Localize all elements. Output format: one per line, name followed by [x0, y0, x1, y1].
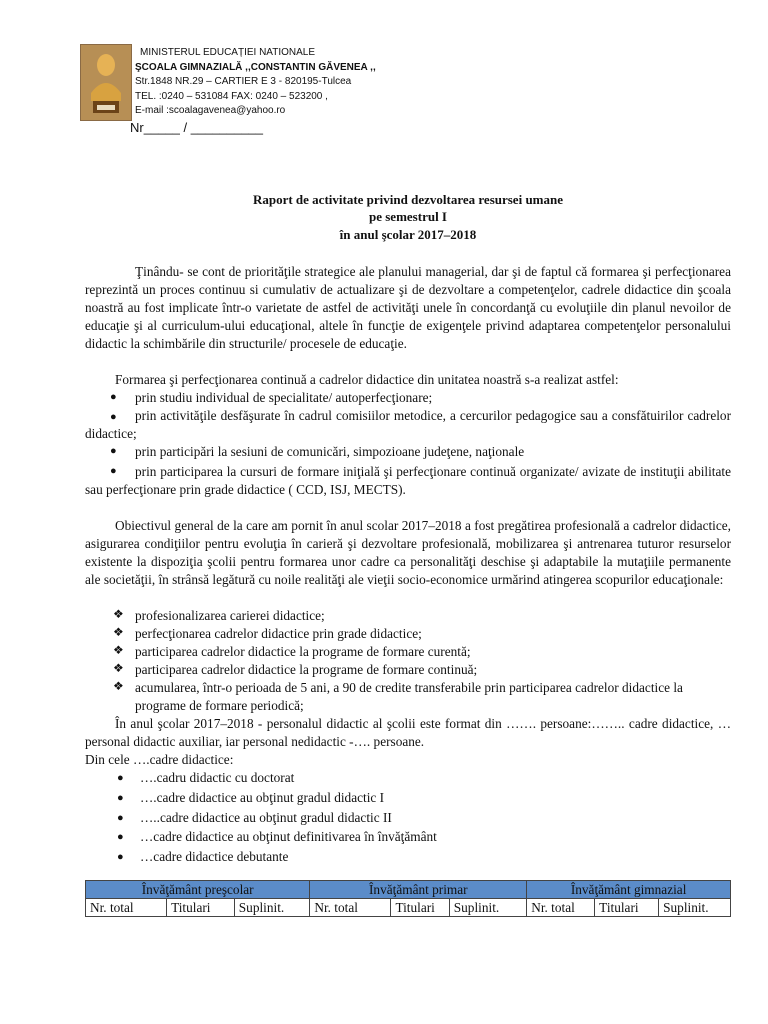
formation-item: prin participarea la cursuri de formare iniţială şi perfecţionare continuă organizate/ avizate de instituţii abilitate sau perfecţionare prin grade didactice ( CCD, ISJ, MECTS).	[85, 464, 731, 497]
staff-item: …..cadre didactice au obţinut gradul didactic II	[140, 810, 392, 825]
table-cell: Nr. total	[527, 899, 595, 917]
table-group-header: Învăţământ preşcolar	[86, 881, 310, 899]
letterhead	[135, 46, 376, 119]
diamond-bullet-icon: ❖	[113, 643, 124, 657]
goal-item: participarea cadrelor didactice la programe de formare continuă;	[135, 662, 478, 677]
staff-from-line: Din cele ….cadre didactice:	[85, 752, 234, 767]
table-cell: Titulari	[595, 899, 659, 917]
bullet-icon: ●	[117, 831, 124, 843]
diamond-bullet-icon: ❖	[113, 607, 124, 621]
bullet-icon: ●	[117, 851, 124, 863]
bullet-icon: ●	[117, 812, 124, 824]
table-group-header: Învăţământ primar	[310, 881, 527, 899]
formation-item: prin participări la sesiuni de comunicări, simpozioane judeţene, naţionale	[135, 444, 525, 459]
goal-item: participarea cadrelor didactice la programe de formare curentă;	[135, 644, 471, 659]
table-cell: Nr. total	[310, 899, 391, 917]
school-name: ŞCOALA GIMNAZIALĂ ,,CONSTANTIN GĂVENEA ,,	[135, 61, 376, 73]
bust-icon	[81, 45, 131, 120]
school-logo-bust-image	[80, 44, 132, 121]
table-header-row	[86, 881, 731, 899]
staff-item: ….cadre didactice au obţinut gradul didactic I	[140, 790, 385, 805]
report-title-line-3: în anul şcolar 2017–2018	[339, 227, 477, 242]
table-cell: Titulari	[167, 899, 235, 917]
bullet-icon: ●	[110, 465, 117, 477]
staff-item: ….cadru didactic cu doctorat	[140, 770, 295, 785]
bullet-icon: ●	[117, 792, 124, 804]
formation-item: prin studiu individual de specialitate/ autoperfecţionare;	[135, 390, 433, 405]
table-subheader-row	[86, 899, 731, 917]
intro-paragraph: Ţinându- se cont de priorităţile strategice ale planului managerial, dar şi de faptul că formarea şi perfecţionarea reprezintă un proces continuu si cumulativ de actualizare şi de dezvoltare a competenţelor, cadrele didactice din şcoala noastră au fost implicate într-o varietate de astfel de activităţi unele în concordanţă cu evoluţiile din planul nevoilor de educaţie şi al curriculum-ului educaţional, altele în funcţie de exigenţele privind adaptarea competenţelor personalului didactic la schimbările din structurile/ procesele de educaţie.	[85, 264, 731, 351]
table-cell: Titulari	[391, 899, 449, 917]
objective-paragraph: Obiectivul general de la care am pornit în anul scolar 2017–2018 a fost pregătirea profesională a cadrelor didactice, asigurarea condiţiilor pentru evoluţia în carieră şi dezvoltare profesională, mobilizarea şi antrenarea tuturor resurselor existente la dispoziţia şcolii pentru formarea unor cadre ca personalităţi deschise şi adaptabile la mutaţiile permanente ale societăţii, în strânsă legătură cu noile realităţi ale vieţii socio-economice urmărind atingerea scopurilor educaţionale:	[85, 518, 731, 587]
table-cell: Suplinit.	[234, 899, 310, 917]
school-address: Str.1848 NR.29 – CARTIER E 3 - 820195-Tulcea	[135, 76, 352, 87]
goal-item: perfecţionarea cadrelor didactice prin grade didactice;	[135, 626, 422, 641]
bullet-icon: ●	[110, 391, 117, 403]
bullet-icon: ●	[110, 411, 117, 423]
staff-item: …cadre didactice debutante	[140, 849, 289, 864]
diamond-bullet-icon: ❖	[113, 661, 124, 675]
formation-intro: Formarea şi perfecţionarea continuă a cadrelor didactice din unitatea noastră s-a realizat astfel:	[115, 372, 619, 387]
formation-item: prin activităţile desfăşurate în cadrul comisiilor metodice, a cercurilor pedagogice sau a consfătuirilor cadrelor didactice;	[85, 408, 731, 441]
table-cell: Suplinit.	[449, 899, 526, 917]
bullet-icon: ●	[110, 445, 117, 457]
ministry-name: MINISTERUL EDUCAȚIEI NATIONALE	[140, 47, 316, 58]
diamond-bullet-icon: ❖	[113, 679, 124, 693]
diamond-bullet-icon: ❖	[113, 625, 124, 639]
table-group-header: Învăţământ gimnazial	[527, 881, 731, 899]
goal-item: profesionalizarea carierei didactice;	[135, 608, 325, 623]
registration-number: Nr_____ / __________	[130, 120, 264, 135]
school-email: E-mail :scoalagavenea@yahoo.ro	[135, 105, 286, 116]
school-phone-fax: TEL. :0240 – 531084 FAX: 0240 – 523200 ,	[135, 90, 328, 102]
staff-item: …cadre didactice au obţinut definitivarea în învăţământ	[140, 829, 437, 844]
report-title-line-2: pe semestrul I	[369, 209, 447, 224]
bullet-icon: ●	[117, 772, 124, 784]
staff-paragraph: În anul şcolar 2017–2018 - personalul didactic al şcolii este format din ……. persoane:…….. cadre didactice, … personal didactic auxiliar, iar personal nedidactic -…. persoane.	[85, 716, 731, 749]
table-cell: Nr. total	[86, 899, 167, 917]
report-title-line-1: Raport de activitate privind dezvoltarea resursei umane	[252, 192, 564, 207]
table-cell: Suplinit.	[659, 899, 731, 917]
goal-item: acumularea, într-o perioada de 5 ani, a 90 de credite transferabile prin participarea cadrelor didactice la programe de formare periodică;	[135, 680, 683, 713]
staff-table	[85, 880, 731, 917]
